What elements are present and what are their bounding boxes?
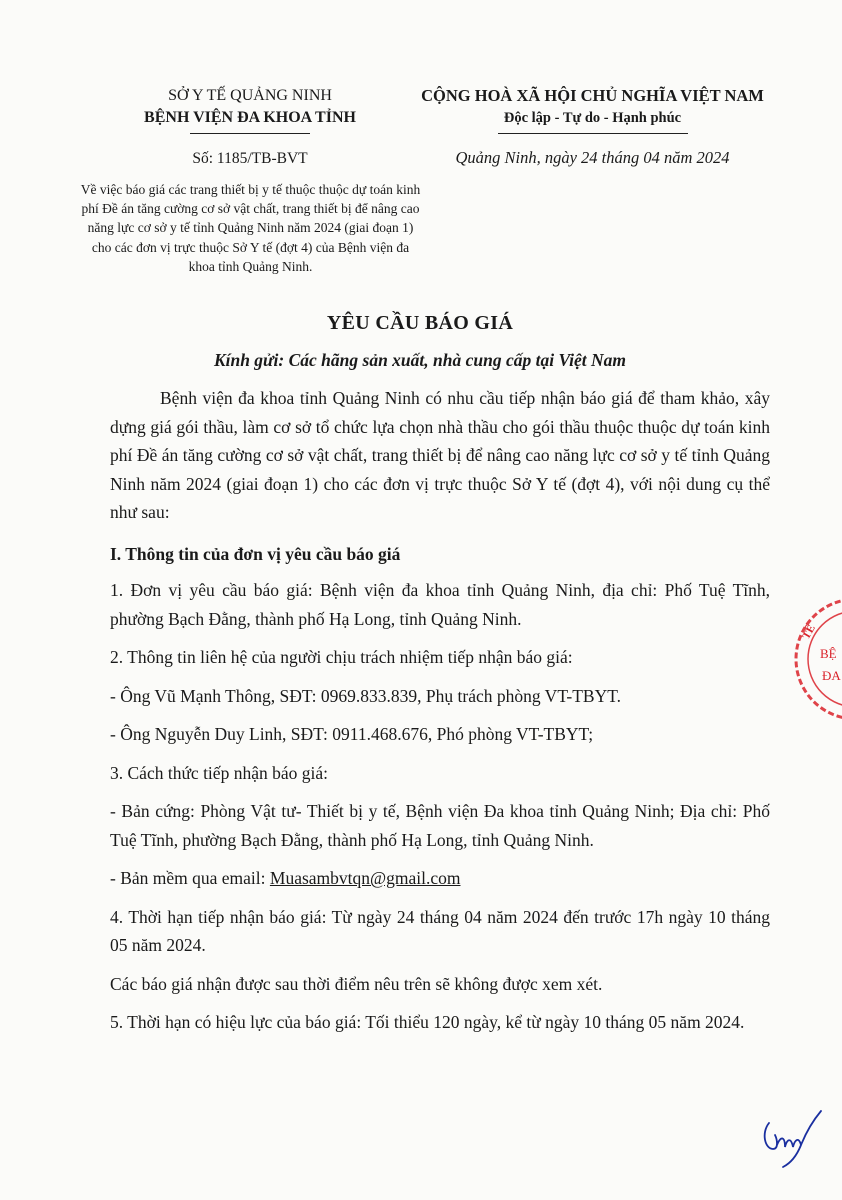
stamp-text-bot: ĐA: [822, 668, 841, 683]
document-number: Số: 1185/TB-BVT: [192, 150, 308, 167]
list-item: 5. Thời hạn có hiệu lực của báo giá: Tối thiểu 120 ngày, kể từ ngày 10 tháng 05 năm 2024.: [110, 1012, 745, 1032]
recipient-line: Kính gửi: Các hãng sản xuất, nhà cung cấp tại Việt Nam: [213, 350, 627, 370]
document-date: Quảng Ninh, ngày 24 tháng 04 năm 2024: [455, 148, 730, 167]
signature-stroke: [765, 1111, 821, 1167]
national-motto: Độc lập - Tự do - Hạnh phúc: [503, 110, 682, 126]
list-item: - Ông Vũ Mạnh Thông, SĐT: 0969.833.839, Phụ trách phòng VT-TBYT.: [110, 685, 621, 706]
requester-info-list: [110, 576, 770, 1047]
hospital-name: BỆNH VIỆN ĐA KHOA TỈNH: [144, 109, 356, 126]
list-item: Các báo giá nhận được sau thời điểm nêu trên sẽ không được xem xét.: [110, 973, 603, 994]
department-name: SỞ Y TẾ QUẢNG NINH: [168, 87, 332, 104]
issuer-underline: [190, 133, 310, 134]
section-heading: I. Thông tin của đơn vị yêu cầu báo giá: [110, 544, 401, 564]
list-item: 2. Thông tin liên hệ của người chịu trách nhiệm tiếp nhận báo giá:: [110, 647, 573, 667]
stamp-text-mid: BỆ: [820, 646, 837, 661]
list-item: 4. Thời hạn tiếp nhận báo giá: Từ ngày 24 tháng 04 năm 2024 đến trước 17h ngày 10 tháng 05 năm 2024.: [110, 906, 770, 955]
list-item: 3. Cách thức tiếp nhận báo giá:: [110, 762, 328, 783]
initial-signature: [755, 1105, 825, 1170]
motto-underline: [498, 133, 688, 134]
list-item: 1. Đơn vị yêu cầu báo giá: Bệnh viện đa khoa tỉnh Quảng Ninh, địa chỉ: Phố Tuệ Tĩnh, phường Bạch Đằng, thành phố Hạ Long, tỉnh Quảng Ninh.: [110, 580, 770, 629]
national-header: [380, 85, 805, 134]
nation-name: CỘNG HOÀ XÃ HỘI CHỦ NGHĨA VIỆT NAM: [421, 86, 764, 105]
document-subject: Về việc báo giá các trang thiết bị y tế thuộc thuộc dự toán kinh phí Đề án tăng cường cơ sở vật chất, trang thiết bị để nâng cao năng lực cơ sở y tế tỉnh Quảng Ninh năm 2024 (giai đoạn 1) cho các đơn vị trực thuộc Sở Y tế (đợt 4) của Bệnh viện đa khoa tỉnh Quảng Ninh.: [80, 182, 421, 274]
list-item: - Ông Nguyễn Duy Linh, SĐT: 0911.468.676, Phó phòng VT-TBYT;: [110, 724, 594, 744]
email-link[interactable]: Muasambvtqn@gmail.com: [269, 868, 461, 888]
email-label: - Bản mềm qua email:: [110, 868, 270, 888]
document-title: YÊU CẦU BÁO GIÁ: [326, 312, 514, 334]
stamp-text-top: TẾ: [800, 622, 818, 642]
list-item: - Bản cứng: Phòng Vật tư- Thiết bị y tế, Bệnh viện Đa khoa tỉnh Quảng Ninh; Địa chỉ: Phố Tuệ Tĩnh, phường Bạch Đằng, thành phố Hạ Long, tỉnh Quảng Ninh.: [110, 801, 770, 850]
issuer-block: [70, 85, 430, 134]
official-stamp: [794, 594, 842, 724]
intro-paragraph: Bệnh viện đa khoa tỉnh Quảng Ninh có nhu cầu tiếp nhận báo giá để tham khảo, xây dựng giá gói thầu, làm cơ sở tổ chức lựa chọn nhà thầu cho gói thầu thuộc thuộc dự toán kinh phí Đề án tăng cường cơ sở vật chất, trang thiết bị để nâng cao năng lực cơ sở y tế tỉnh Quảng Ninh năm 2024 (giai đoạn 1) cho các đơn vị trực thuộc Sở Y tế (đợt 4), với nội dung cụ thể như sau:: [110, 388, 770, 522]
email-item: [110, 864, 770, 893]
